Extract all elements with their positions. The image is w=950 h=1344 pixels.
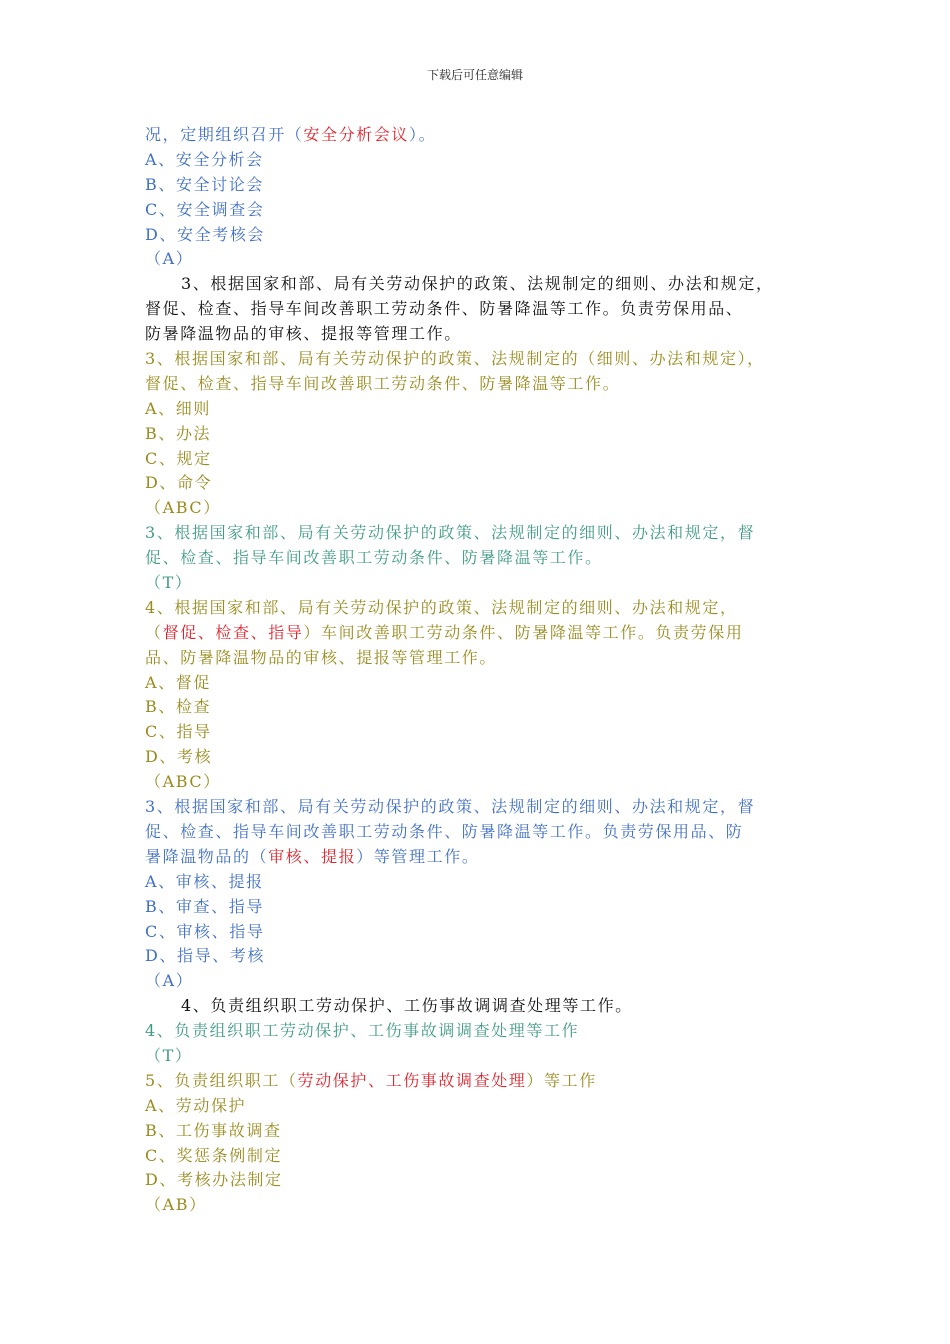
text-line bbox=[145, 272, 825, 297]
text-line bbox=[145, 596, 825, 621]
text-line bbox=[145, 223, 825, 248]
text-segment: B、工伤事故调查 bbox=[145, 1120, 282, 1140]
text-line bbox=[145, 870, 825, 895]
text-line bbox=[145, 173, 825, 198]
text-line bbox=[145, 795, 825, 820]
text-segment: 4、负责组织职工劳动保护、工伤事故调调查处理等工作。 bbox=[181, 996, 633, 1016]
text-segment: 促、检查、指导车间改善职工劳动条件、防暑降温等工作。 bbox=[145, 548, 603, 568]
text-segment: C、奖惩条例制定 bbox=[145, 1145, 283, 1165]
text-line bbox=[145, 770, 825, 795]
text-line bbox=[145, 720, 825, 745]
text-segment: 防暑降温物品的审核、提报等管理工作。 bbox=[145, 324, 462, 344]
text-line bbox=[145, 198, 825, 223]
text-line bbox=[145, 347, 825, 372]
text-line bbox=[145, 895, 825, 920]
text-line bbox=[145, 521, 825, 546]
text-segment: 5、负责组织职工（ bbox=[145, 1070, 298, 1090]
answer-highlight: 安全分析会议 bbox=[303, 125, 410, 144]
text-line bbox=[145, 322, 825, 347]
text-line bbox=[145, 447, 825, 472]
text-segment: C、指导 bbox=[145, 722, 212, 742]
text-segment: （A） bbox=[145, 971, 194, 991]
text-line bbox=[145, 1193, 825, 1218]
text-line bbox=[145, 123, 825, 148]
text-line bbox=[145, 422, 825, 447]
text-segment: D、考核办法制定 bbox=[145, 1170, 283, 1190]
text-segment: 品、防暑降温物品的审核、提报等管理工作。 bbox=[145, 647, 498, 667]
text-segment: 况，定期组织召开（ bbox=[145, 125, 304, 144]
text-segment: （A） bbox=[145, 249, 194, 269]
text-line bbox=[145, 1094, 825, 1119]
text-line bbox=[145, 994, 825, 1019]
text-line bbox=[145, 1044, 825, 1069]
text-line bbox=[145, 1168, 825, 1193]
text-line bbox=[145, 546, 825, 571]
text-segment: 3、根据国家和部、局有关劳动保护的政策、法规制定的细则、办法和规定，督 bbox=[145, 797, 756, 817]
text-segment: C、审核、指导 bbox=[145, 921, 265, 941]
text-line bbox=[145, 1119, 825, 1144]
text-segment: 3、根据国家和部、局有关劳动保护的政策、法规制定的细则、办法和规定，督 bbox=[145, 523, 756, 543]
text-segment: 暑降温物品的（ bbox=[145, 846, 269, 866]
text-line bbox=[145, 1069, 825, 1094]
document-body bbox=[145, 123, 825, 1218]
text-line bbox=[145, 646, 825, 671]
text-line bbox=[145, 944, 825, 969]
text-segment: ）等管理工作。 bbox=[356, 846, 480, 866]
text-segment: （ABC） bbox=[145, 498, 221, 518]
answer-highlight: 督促、检查、指导 bbox=[162, 622, 304, 642]
text-segment: （AB） bbox=[145, 1195, 207, 1215]
text-segment: C、规定 bbox=[145, 448, 212, 468]
text-segment: ）等工作 bbox=[526, 1070, 597, 1090]
text-segment: 4、根据国家和部、局有关劳动保护的政策、法规制定的细则、办法和规定， bbox=[145, 597, 738, 617]
text-segment: C、安全调查会 bbox=[145, 199, 265, 219]
text-segment: A、劳动保护 bbox=[145, 1095, 247, 1115]
text-line bbox=[145, 247, 825, 272]
text-segment: B、安全讨论会 bbox=[145, 174, 264, 194]
text-segment: A、审核、提报 bbox=[145, 871, 264, 891]
text-line bbox=[145, 372, 825, 397]
text-line bbox=[145, 297, 825, 322]
text-segment: 督促、检查、指导车间改善职工劳动条件、防暑降温等工作。负责劳保用品、 bbox=[145, 299, 744, 319]
text-segment: A、督促 bbox=[145, 672, 211, 692]
answer-highlight: 审核、提报 bbox=[268, 846, 357, 866]
text-line bbox=[145, 496, 825, 521]
text-segment: D、安全考核会 bbox=[145, 224, 266, 244]
text-line bbox=[145, 621, 825, 646]
text-segment: （ABC） bbox=[145, 772, 221, 792]
text-line bbox=[145, 671, 825, 696]
text-line bbox=[145, 695, 825, 720]
text-line bbox=[145, 745, 825, 770]
answer-highlight: 劳动保护、工伤事故调查处理 bbox=[297, 1070, 527, 1090]
text-line bbox=[145, 571, 825, 596]
text-line bbox=[145, 148, 825, 173]
text-line bbox=[145, 969, 825, 994]
text-segment: B、办法 bbox=[145, 423, 212, 443]
text-line bbox=[145, 820, 825, 845]
page-header: 下载后可任意编辑 bbox=[426, 68, 523, 82]
text-line bbox=[145, 397, 825, 422]
text-segment: 4、负责组织职工劳动保护、工伤事故调调查处理等工作 bbox=[145, 1021, 580, 1041]
text-segment: B、检查 bbox=[145, 697, 212, 717]
text-segment: D、考核 bbox=[145, 747, 213, 767]
text-segment: （T） bbox=[145, 1045, 193, 1065]
text-line bbox=[145, 845, 825, 870]
text-segment: B、审查、指导 bbox=[145, 896, 264, 916]
text-segment: （ bbox=[145, 622, 163, 642]
text-line bbox=[145, 920, 825, 945]
text-segment: 促、检查、指导车间改善职工劳动条件、防暑降温等工作。负责劳保用品、防 bbox=[145, 821, 744, 841]
text-segment: A、细则 bbox=[145, 398, 211, 418]
text-segment: 3、根据国家和部、局有关劳动保护的政策、法规制定的（细则、办法和规定）， bbox=[145, 349, 765, 369]
text-line bbox=[145, 1144, 825, 1169]
text-line bbox=[145, 471, 825, 496]
text-line bbox=[145, 1019, 825, 1044]
text-segment: （T） bbox=[145, 573, 193, 593]
text-segment: 3、根据国家和部、局有关劳动保护的政策、法规制定的细则、办法和规定， bbox=[181, 274, 774, 294]
text-segment: A、安全分析会 bbox=[145, 149, 264, 169]
text-segment: D、命令 bbox=[145, 473, 213, 493]
text-segment: ）车间改善职工劳动条件、防暑降温等工作。负责劳保用 bbox=[303, 622, 744, 642]
text-segment: 督促、检查、指导车间改善职工劳动条件、防暑降温等工作。 bbox=[145, 373, 621, 393]
text-segment: D、指导、考核 bbox=[145, 946, 266, 966]
text-segment: ）。 bbox=[409, 125, 437, 144]
